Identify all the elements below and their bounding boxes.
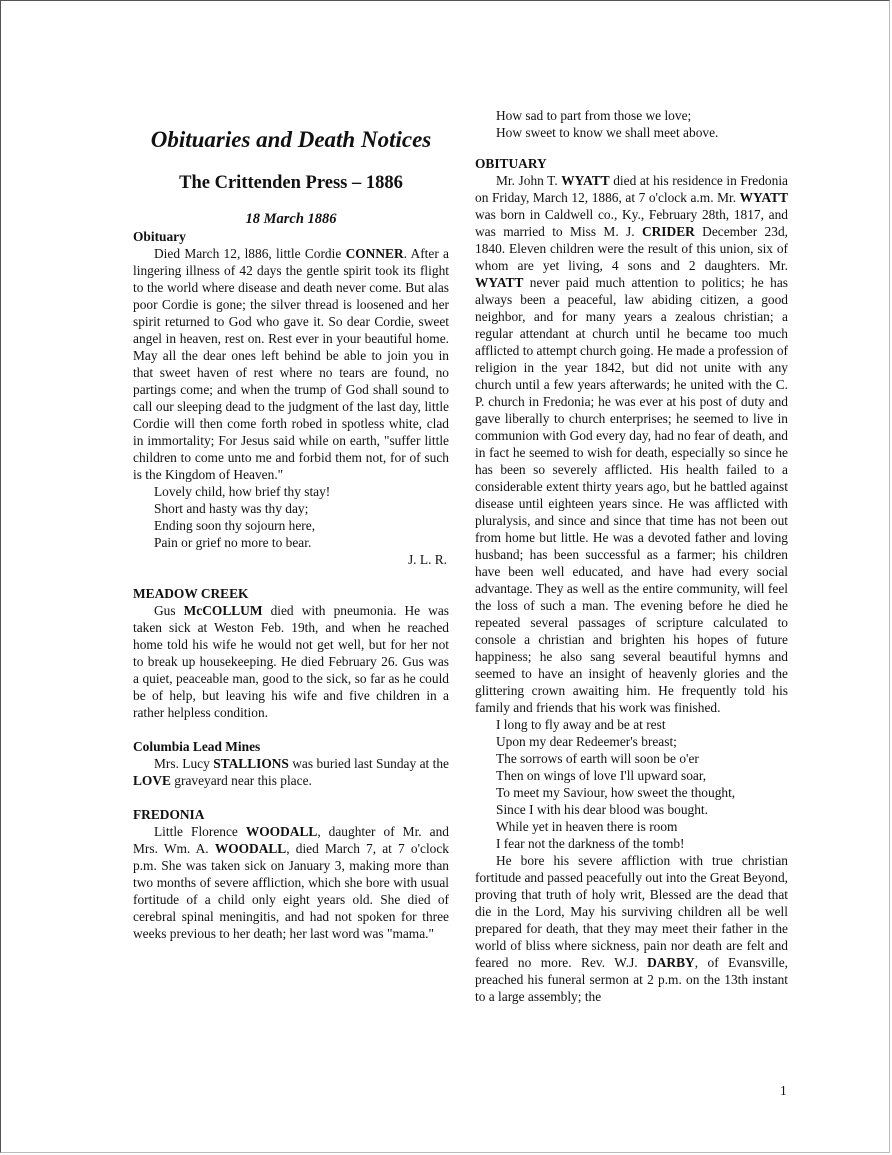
obituary-paragraph: Mr. John T. WYATT died at his residence in Fredonia on Friday, March 12, 1886, at 7 o'clock a.m. Mr. WYATT was born in Caldwell co., Ky., February 28th, 1817, and was married to Miss M. J. CRIDER December 23d, 1840. Eleven children were the result of this union, six of whom are yet living, 4 sons and 2 daughters. Mr. WYATT never paid much attention to politics; he has always been a peaceful, law abiding citizen, a good neighbor, and for many years a zealous christian; a regular attendant at church until he became too much afflicted to attempt church going. He made a profession of religion in the year 1842, but did not unite with any church until a few years afterwards; he united with the C. P. church in Fredonia; he was ever at his post of duty and gave liberally to church enterprises; he seemed to live in communion with God every day, had no fear of death, and in fact he seemed to wish for death, especially so since he has been so severely afflicted. His health failed to a considerable extent thirty years ago, but he battled against disease until eighteen years since. He was afflicted with pluralysis, and since and since that time has not been out from home but little. He was a devoted father and loving husband; has been successful as a farmer; his children have been well educated, and have had every social advantage. They as well as the entire community, will feel the loss of such a man. The evening before he died he repeated several passages of scripture calculated to console a christian and brighten his hopes of future happiness; he also sang several beautiful hymns and seemed to have an insight of heavenly glories and the glittering crown awaiting him. He frequently told his family and friends that his work was finished. (475, 173, 788, 715)
verse-line: Ending soon thy sojourn here, (154, 518, 316, 533)
verse-line: The sorrows of earth will soon be o'er (496, 751, 699, 766)
section-heading: MEADOW CREEK (133, 586, 249, 601)
verse-line: Pain or grief no more to bear. (154, 535, 312, 550)
verse-line: Short and hasty was thy day; (154, 501, 309, 516)
obituary-paragraph: He bore his severe affliction with true christian fortitude and passed peacefully out into the Great Beyond, proving that truth of holy writ, Blessed are the dead that die in the Lord, May his surviving children all be well prepared for death, that they may meet their father in the world of bliss where sickness, pain nor death are felt and feared no more. Rev. W.J. DARBY, of Evansville, preached his funeral sermon at 2 p.m. on the 13th instant to a large assembly; the (475, 853, 788, 1004)
poem-verse (475, 716, 788, 852)
verse-line: Lovely child, how brief thy stay! (154, 484, 331, 499)
section-heading: OBITUARY (475, 156, 547, 171)
section-heading: Obituary (133, 229, 186, 244)
newspaper-subtitle: The Crittenden Press – 1886 (179, 173, 403, 193)
verse-line: How sad to part from those we love; (496, 108, 692, 123)
poem-verse (475, 107, 788, 141)
verse-line: Then on wings of love I'll upward soar, (496, 768, 707, 783)
section-heading: FREDONIA (133, 807, 205, 822)
obituary-paragraph: Little Florence WOODALL, daughter of Mr. and Mrs. Wm. A. WOODALL, died March 7, at 7 o'clock p.m. She was taken sick on January 3, making more than two months of severe affliction, which she bore with usual fortitude of a child only eight years old. She died of cerebral spinal meningitis, and had not spoken for three weeks previous to her death; her last word was "mama." (133, 824, 449, 941)
verse-line: Since I with his dear blood was bought. (496, 802, 708, 817)
verse-line: How sweet to know we shall meet above. (496, 125, 719, 140)
obituary-paragraph: Mrs. Lucy STALLIONS was buried last Sunday at the LOVE graveyard near this place. (133, 756, 449, 788)
author-signature: J. L. R. (407, 552, 447, 567)
poem-verse (133, 483, 449, 551)
verse-line: I fear not the darkness of the tomb! (496, 836, 685, 851)
obituary-paragraph: Died March 12, l886, little Cordie CONNER. After a lingering illness of 42 days the gentle spirit took its flight to the world where disease and death never come. But alas poor Cordie is gone; the silver thread is loosened and her spirit returned to God who gave it. So dear Cordie, sweet angel in heaven, rest on. Rest ever in your beautiful home. May all the dear ones left behind be able to join you in that sweet haven of rest where no tears are found, no partings come; and when the trump of God shall sound to call our sleeping dead to the judgment of the last day, little Cordie will then come forth robed in spotless white, clad in immortality; For Jesus said while on earth, "suffer little children to come unto me and forbid them not, for of such is the Kingdom of Heaven." (133, 246, 450, 482)
verse-line: To meet my Saviour, how sweet the thought, (496, 785, 736, 800)
verse-line: Upon my dear Redeemer's breast; (496, 734, 677, 749)
left-column (133, 125, 449, 942)
verse-line: I long to fly away and be at rest (496, 717, 666, 732)
verse-line: While yet in heaven there is room (496, 819, 678, 834)
right-column (475, 107, 788, 1005)
obituary-paragraph: Gus McCOLLUM died with pneumonia. He was taken sick at Weston Feb. 19th, and when he reached home told his wife he would not get well, but for her not to break up housekeeping. He died February 26. Gus was a quiet, peaceable man, good to the sick, so far as he could be of help, but leaving his wife and five children in a rather helpless condition. (133, 603, 449, 720)
issue-date: 18 March 1886 (245, 211, 337, 227)
page-title: Obituaries and Death Notices (150, 127, 432, 152)
section-heading: Columbia Lead Mines (133, 739, 261, 754)
page-number: 1 (780, 1083, 787, 1098)
